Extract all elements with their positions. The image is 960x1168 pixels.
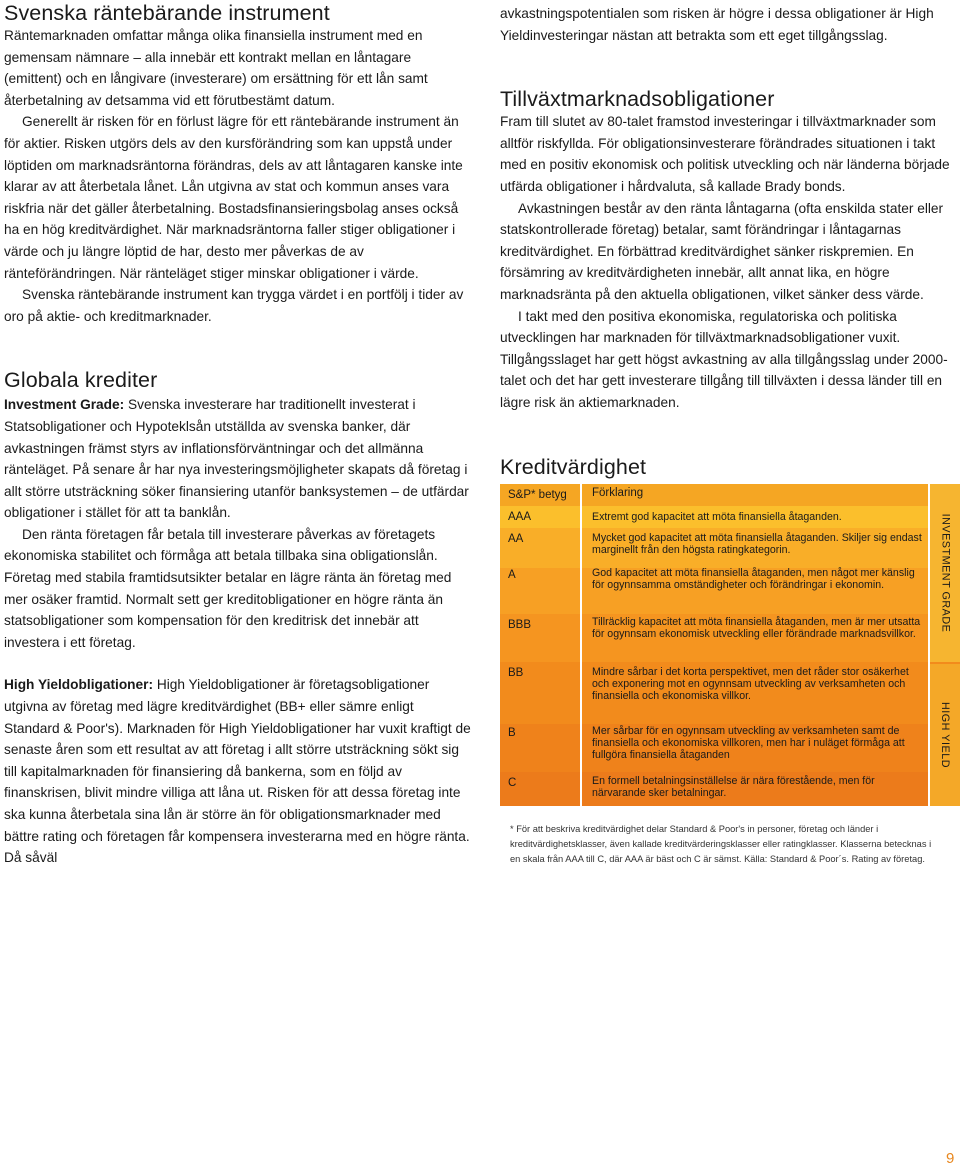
table-row <box>500 772 960 806</box>
table-footnote: * För att beskriva kreditvärdighet delar Standard & Poor's in personer, företag och länder i kreditvärdighetsklasser, även kallade kreditvärderingsklasser eller ratingklasser. Klasserna betecknas i en skala från AAA till C, där AAA är bäst och C är sämst. Källa: Standard & Poor´s. Rating av företag. <box>510 824 932 864</box>
high-yield-text: High Yieldobligationer är företagsobligationer utgivna av företag med lägre kreditvärdighet (BB+ eller sämre enligt Standard & Poor's). Marknaden för High Yieldobligationer har vuxit kraftigt de senaste åren som ett resultat av att företag i allt större utsträckning sökt sig till kapitalmarknaden för finansiering då bankerna, som en följd av finanskrisen, blivit mindre villiga att låna ut. Risken för att dessa företag inte ska kunna återbetala sina lån är större än för obligationsmarknader med bättre rating och företagen får kompensera investerarna med en högre ränta. Då såväl <box>4 677 471 866</box>
section-title-global-credits: Globala krediter <box>4 368 158 393</box>
table-row <box>500 724 960 772</box>
paragraph-continued: avkastningspotentialen som risken är högre i dessa obligationer är High Yieldinvesteringar nästan att betrakta som ett eget tillgångsslag. <box>500 6 934 43</box>
rating-cell: C <box>508 777 517 789</box>
table-row <box>500 528 960 568</box>
side-label-investment-grade <box>930 484 960 662</box>
table-row <box>500 506 960 528</box>
paragraph: Räntemarknaden omfattar många olika finansiella instrument med en gemensam nämnare – alla innebär ett kontrakt mellan en låntagare (emittent) och en långivare (investerare) om ersättning för ett lån samt återbetalning av detsamma vid ett förutbestämt datum. <box>4 28 428 108</box>
section-title-emerging-markets: Tillväxtmarknadsobligationer <box>500 87 775 112</box>
explanation-cell: Extremt god kapacitet att möta finansiella åtaganden. <box>592 511 842 523</box>
investment-grade-side-text: INVESTMENT GRADE <box>939 513 952 633</box>
side-label-high-yield <box>930 664 960 806</box>
table-row <box>500 568 960 614</box>
investment-grade-text: Svenska investerare har traditionellt investerat i Statsobligationer och Hypoteklsån utställda av svenska banker, där avkastningen främst styrs av inflationsförväntningar och det allmänna ränteläget. På senare år har nya investeringsmöjligheter skapats då företag i allt större utsträckning söker finansiering utanför banksystemen – de utfärdar obligationer i stället för att ta banklån. <box>4 397 469 521</box>
explanation-cell: God kapacitet att möta finansiella åtaganden, men något mer känslig för ogynnsamma omständigheter och förändringar i ekonomin. <box>592 567 915 591</box>
header-explanation: Förklaring <box>592 487 644 499</box>
credit-rating-table <box>500 484 960 806</box>
table-row <box>500 662 960 724</box>
left-column <box>4 0 472 869</box>
paragraph: Fram till slutet av 80-talet framstod investeringar i tillväxtmarknader som alltför riskfyllda. För obligationsinvesterare förändrades situationen i takt med en positiv ekonomisk och politisk utveckling och när länderna började utfärda obligationer i hårdvaluta, så kallade Brady bonds. <box>500 114 950 194</box>
paragraph: Svenska räntebärande instrument kan trygga värdet i en portfölj i tider av oro på aktie- och kreditmarknader. <box>4 287 464 324</box>
rating-cell: AAA <box>508 511 532 523</box>
rating-cell: BB <box>508 667 524 679</box>
explanation-cell: En formell betalningsinställelse är nära förestående, men för närvarande sker betalningar. <box>592 775 875 799</box>
investment-grade-label: Investment Grade: <box>4 397 125 413</box>
explanation-cell: Mycket god kapacitet att möta finansiella åtaganden. Skiljer sig endast marginellt från den högsta ratingkategorin. <box>592 532 922 556</box>
section-title-swedish-instruments: Svenska räntebärande instrument <box>4 1 330 25</box>
explanation-cell: Mer sårbar för en ogynnsam utveckling av verksamheten samt de finansiella och ekonomiska villkoren, men har i nuläget förmåga att fullgöra finansiella åtaganden <box>592 725 905 761</box>
paragraph-investment-grade <box>4 394 472 524</box>
rating-cell: BBB <box>508 619 532 631</box>
explanation-cell: Mindre sårbar i det korta perspektivet, men det råder stor osäkerhet och exponering mot en ogynnsam utveckling av verksamheten och finansiella och ekonomiska villkor. <box>592 666 909 702</box>
paragraph: I takt med den positiva ekonomiska, regulatoriska och politiska utvecklingen har marknaden för tillväxtmarknadsobligationer vuxit. Tillgångsslaget har gett högst avkastning av alla tillgångsslag under 2000-talet och det har gett investerare tillgång till tillväxten i dessa länder till en lägre risk än aktiemarknaden. <box>500 308 948 410</box>
column-divider <box>580 484 582 806</box>
paragraph-high-yield <box>4 674 472 868</box>
section-title-credit-rating: Kreditvärdighet <box>500 454 647 479</box>
header-rating: S&P* betyg <box>508 489 567 501</box>
rating-cell: AA <box>508 533 524 545</box>
paragraph: Den ränta företagen får betala till investerare påverkas av företagets ekonomiska stabilitet och förmåga att betala tillbaka sina obligationslån. Företag med stabila framtidsutsikter betalar en lägre ränta än företag med mer osäker framtid. Normalt sett ger kreditobligationer en högre ränta än statsobligationer som kompensation för den kreditrisk det innebär att investera i ett företag. <box>4 526 452 650</box>
rating-cell: A <box>508 569 516 581</box>
paragraph: Generellt är risken för en förlust lägre för ett räntebärande instrument än för aktier. Risken utgörs dels av den kursförändring som kan uppstå under löptiden om marknadsräntorna förändras, dels av att låntagaren kanske inte klarar av att återbetala lånet. Lån utgivna av stat och kommun anses vara riskfria när det gäller återbetalning. Bostadsfinansieringsbolag anses också ha en hög kreditvärdighet. När marknadsräntorna faller stiger obligationer i värde och ju längre löptid de har, desto mer påverkas de av ränteförändringen. När ränteläget stiger minskar obligationer i värde. <box>4 114 463 281</box>
table-row <box>500 614 960 662</box>
high-yield-side-text: HIGH YIELD <box>939 701 952 769</box>
high-yield-label: High Yieldobligationer: <box>4 677 154 693</box>
table-header <box>500 484 960 506</box>
paragraph: Avkastningen består av den ränta låntagarna (ofta enskilda stater eller statskontrollerade företag) betalar, samt förändringar i låntagarnas kreditvärdighet. En förbättrad kreditvärdighet sänker riskpremien. En försämring av kreditvärdigheten innebär, allt annat lika, en högre marknadsränta på den aktuella obligationen, vilket sänker dess värde. <box>500 200 944 302</box>
explanation-cell: Tillräcklig kapacitet att möta finansiella åtaganden, men är mer utsatta för ogynnsam ekonomisk utveckling eller förändrade marknadsvillkor. <box>592 616 921 640</box>
rating-cell: B <box>508 727 516 739</box>
right-column <box>500 0 956 479</box>
page-number: 9 <box>946 1150 955 1167</box>
